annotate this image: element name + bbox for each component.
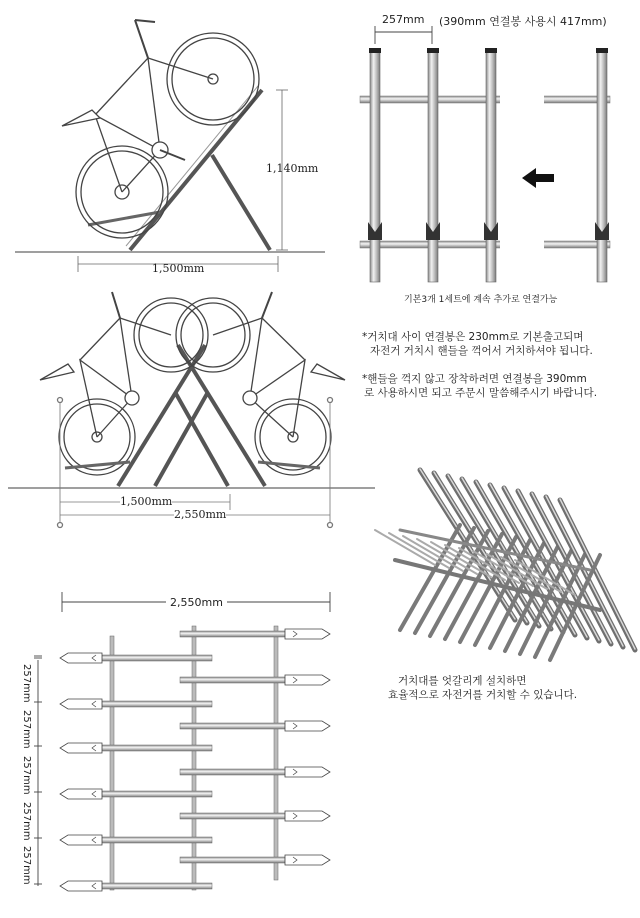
left-rack-bar bbox=[102, 883, 212, 889]
rack-pipe-1 bbox=[368, 48, 382, 282]
side-height-label: 1,140mm bbox=[266, 162, 319, 175]
right-rack-tip bbox=[285, 767, 330, 777]
note-line-1: *거치대 사이 연결봉은 230mm로 기본출고되며 bbox=[362, 331, 584, 343]
rack-pipe-3 bbox=[484, 48, 498, 282]
side-width-label: 1,500mm bbox=[152, 262, 205, 275]
right-rack-bar bbox=[180, 813, 285, 819]
right-rack-tip bbox=[285, 675, 330, 685]
rear-triangle bbox=[95, 115, 160, 192]
left-rack-tip bbox=[60, 743, 102, 753]
right-rack-tip bbox=[285, 721, 330, 731]
note-line-2: 자전거 거치시 핸들을 꺽어서 거치하셔야 됩니다. bbox=[370, 345, 593, 357]
left-rack-tip bbox=[60, 699, 102, 709]
top-rail-left bbox=[110, 636, 114, 890]
photo-caption-2: 효율적으로 자전거를 거치할 수 있습니다. bbox=[388, 689, 578, 701]
right-rack-tip bbox=[285, 629, 330, 639]
connector-caption: 기본3개 1세트에 계속 추가로 연결가능 bbox=[404, 295, 558, 305]
right-rack-bar bbox=[180, 857, 285, 863]
connector-view-drawing bbox=[360, 26, 610, 282]
top-spacing-label-1: 257mm bbox=[21, 664, 32, 703]
top-spacing-label-3: 257mm bbox=[21, 756, 32, 795]
left-rack-bar bbox=[102, 791, 212, 797]
side-view-drawing bbox=[15, 20, 325, 272]
add-arrow-icon bbox=[522, 168, 554, 188]
right-rack-bar bbox=[180, 723, 285, 729]
note-line-4: 로 사용하시면 되고 주문시 말씀해주시기 바랍니다. bbox=[364, 387, 598, 399]
top-width-label: 2,550mm bbox=[166, 596, 227, 609]
left-rack-tip bbox=[60, 789, 102, 799]
double-view-drawing bbox=[8, 292, 375, 528]
right-rack-bar bbox=[180, 769, 285, 775]
rack-pipe-4 bbox=[595, 48, 609, 282]
left-rack-bar bbox=[102, 745, 212, 751]
saddle bbox=[62, 110, 100, 126]
top-rail-right bbox=[274, 626, 278, 880]
left-rack-bar bbox=[102, 655, 212, 661]
photo-caption-1: 거치대를 엇갈리게 설치하면 bbox=[398, 675, 527, 687]
top-rail-mid bbox=[192, 626, 196, 890]
stand-leg bbox=[212, 155, 270, 250]
top-spacing-label-5: 257mm bbox=[21, 846, 32, 885]
left-rack-bar bbox=[102, 701, 212, 707]
right-rack-tip bbox=[285, 855, 330, 865]
right-rack-bar bbox=[180, 677, 285, 683]
inner-width-label: 1,500mm bbox=[120, 495, 173, 508]
left-rack-tip bbox=[60, 881, 102, 891]
top-spacing-label-4: 257mm bbox=[21, 802, 32, 841]
left-rack-tip bbox=[60, 835, 102, 845]
right-rack-tip bbox=[285, 811, 330, 821]
rack-tube bbox=[518, 490, 599, 640]
left-rack-tip bbox=[60, 653, 102, 663]
right-rack-bar bbox=[180, 631, 285, 637]
top-view-drawing bbox=[34, 592, 330, 891]
rack-pipe-2 bbox=[426, 48, 440, 282]
spacing-label: 257mm bbox=[382, 13, 425, 26]
left-rack-bar bbox=[102, 837, 212, 843]
alt-spacing-label: (390mm 연결봉 사용시 417mm) bbox=[439, 15, 607, 28]
top-spacing-label-2: 257mm bbox=[21, 710, 32, 749]
rack-photo-illustration bbox=[375, 469, 635, 660]
outer-width-label: 2,550mm bbox=[174, 508, 227, 521]
note-line-3: *핸들을 꺽지 않고 장착하려면 연결봉을 390mm bbox=[362, 373, 587, 385]
